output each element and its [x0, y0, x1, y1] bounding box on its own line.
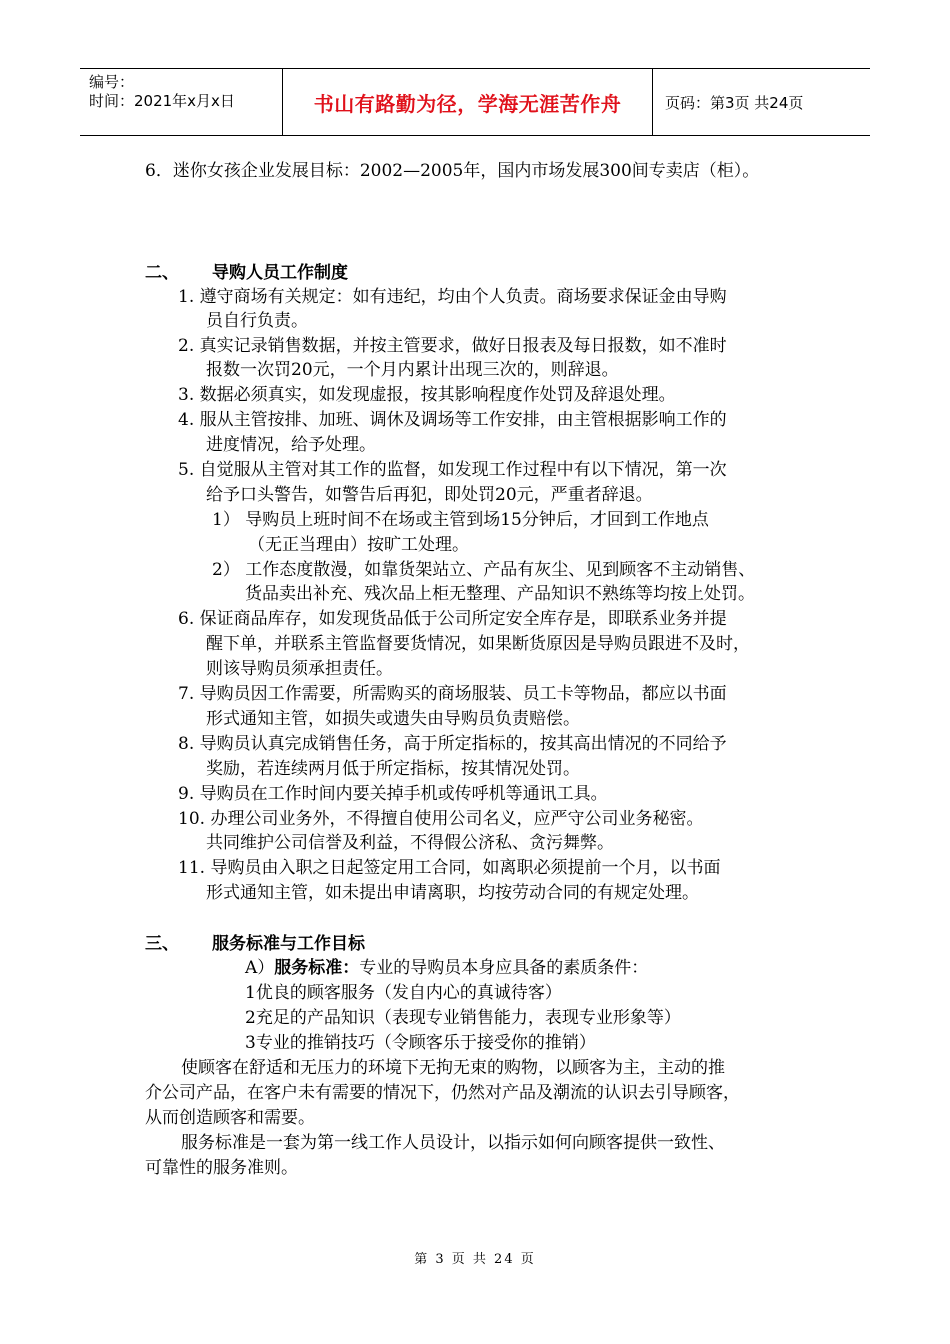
rule-line: 3. 数据必须真实，如发现虚报，按其影响程度作处罚及辞退处理。: [178, 385, 676, 405]
rule-line: 员自行负责。: [206, 311, 308, 331]
rule-subline: 货品卖出补充、残次品上柜无整理、产品知识不熟练等均按上处罚。: [245, 584, 755, 604]
rule-line: 奖励，若连续两月低于所定指标，按其情况处罚。: [206, 759, 580, 779]
rule-line: 醒下单，并联系主管监督要货情况，如果断货原因是导购员跟进不及时，: [206, 634, 750, 654]
paragraph-line: 可靠性的服务准则。: [145, 1158, 298, 1178]
service-item: 2充足的产品知识（表现专业销售能力，表现专业形象等）: [245, 1008, 681, 1028]
rule-line: 8. 导购员认真完成销售任务，高于所定指标的，按其高出情况的不同给予: [178, 734, 727, 754]
service-standard-line: [245, 957, 648, 979]
service-standard-text: 专业的导购员本身应具备的素质条件：: [359, 958, 649, 978]
paragraph-line: 使顾客在舒适和无压力的环境下无拘无束的购物，以顾客为主，主动的推: [181, 1058, 725, 1078]
header-left-cell: [80, 69, 283, 135]
header-motto: 书山有路勤为径，学海无涯苦作舟: [283, 69, 653, 135]
section3-number: 三、: [145, 934, 179, 954]
rule-line: 给予口头警告，如警告后再犯，即处罚20元，严重者辞退。: [206, 485, 653, 505]
rule-line: 6. 保证商品库存，如发现货品低于公司所定安全库存是，即联系业务并提: [178, 609, 727, 629]
rule-line: 报数一次罚20元，一个月内累计出现三次的，则辞退。: [206, 360, 619, 380]
page-footer: 第 3 页 共 24 页: [414, 1252, 536, 1267]
section2-title: 导购人员工作制度: [212, 263, 348, 283]
section3-title: 服务标准与工作目标: [212, 934, 365, 954]
service-standard-prefix: A）: [245, 958, 275, 978]
section2-number: 二、: [145, 263, 179, 283]
rule-subline: （无正当理由）按旷工处理。: [248, 535, 469, 555]
rule-line: 形式通知主管，如损失或遗失由导购员负责赔偿。: [206, 709, 580, 729]
rule-subline: 2） 工作态度散漫，如靠货架站立、产品有灰尘、见到顾客不主动销售、: [212, 560, 756, 580]
rule-line: 5. 自觉服从主管对其工作的监督，如发现工作过程中有以下情况，第一次: [178, 460, 727, 480]
rule-line: 7. 导购员因工作需要，所需购买的商场服装、员工卡等物品，都应以书面: [178, 684, 727, 704]
rule-line: 2. 真实记录销售数据，并按主管要求，做好日报表及每日报数，如不准时: [178, 336, 727, 356]
rule-line: 10. 办理公司业务外，不得擅自使用公司名义，应严守公司业务秘密。: [178, 809, 704, 829]
rule-line: 1. 遵守商场有关规定：如有违纪，均由个人负责。商场要求保证金由导购: [178, 287, 727, 307]
header-page-info: 页码：第3页 共24页: [665, 93, 804, 112]
time-label: 时间：2021年x月x日: [89, 92, 235, 110]
paragraph-line: 服务标准是一套为第一线工作人员设计，以指示如何向顾客提供一致性、: [181, 1133, 725, 1153]
rule-line: 共同维护公司信誉及利益，不得假公济私、贪污舞弊。: [206, 833, 614, 853]
service-standard-label: 服务标准：: [274, 958, 360, 978]
rule-line: 9. 导购员在工作时间内要关掉手机或传呼机等通讯工具。: [178, 784, 608, 804]
page-header: [80, 68, 870, 136]
rule-line: 4. 服从主管按排、加班、调休及调场等工作安排，由主管根据影响工作的: [178, 410, 727, 430]
rule-line: 形式通知主管，如未提出申请离职，均按劳动合同的有规定处理。: [206, 883, 699, 903]
service-item: 1优良的顾客服务（发自内心的真诚待客）: [245, 983, 562, 1003]
number-label: 编号：: [89, 73, 135, 91]
paragraph-line: 从而创造顾客和需要。: [145, 1108, 315, 1128]
goal-6: 6．迷你女孩企业发展目标：2002—2005年，国内市场发展300间专卖店（柜）。: [145, 161, 760, 181]
rule-line: 进度情况，给予处理。: [206, 435, 376, 455]
rule-subline: 1） 导购员上班时间不在场或主管到场15分钟后，才回到工作地点: [212, 510, 709, 530]
rule-line: 11. 导购员由入职之日起签定用工合同，如离职必须提前一个月，以书面: [178, 858, 721, 878]
service-item: 3专业的推销技巧（令顾客乐于接受你的推销）: [245, 1033, 596, 1053]
rule-line: 则该导购员须承担责任。: [206, 659, 393, 679]
paragraph-line: 介公司产品，在客户未有需要的情况下，仍然对产品及潮流的认识去引导顾客，: [145, 1083, 740, 1103]
